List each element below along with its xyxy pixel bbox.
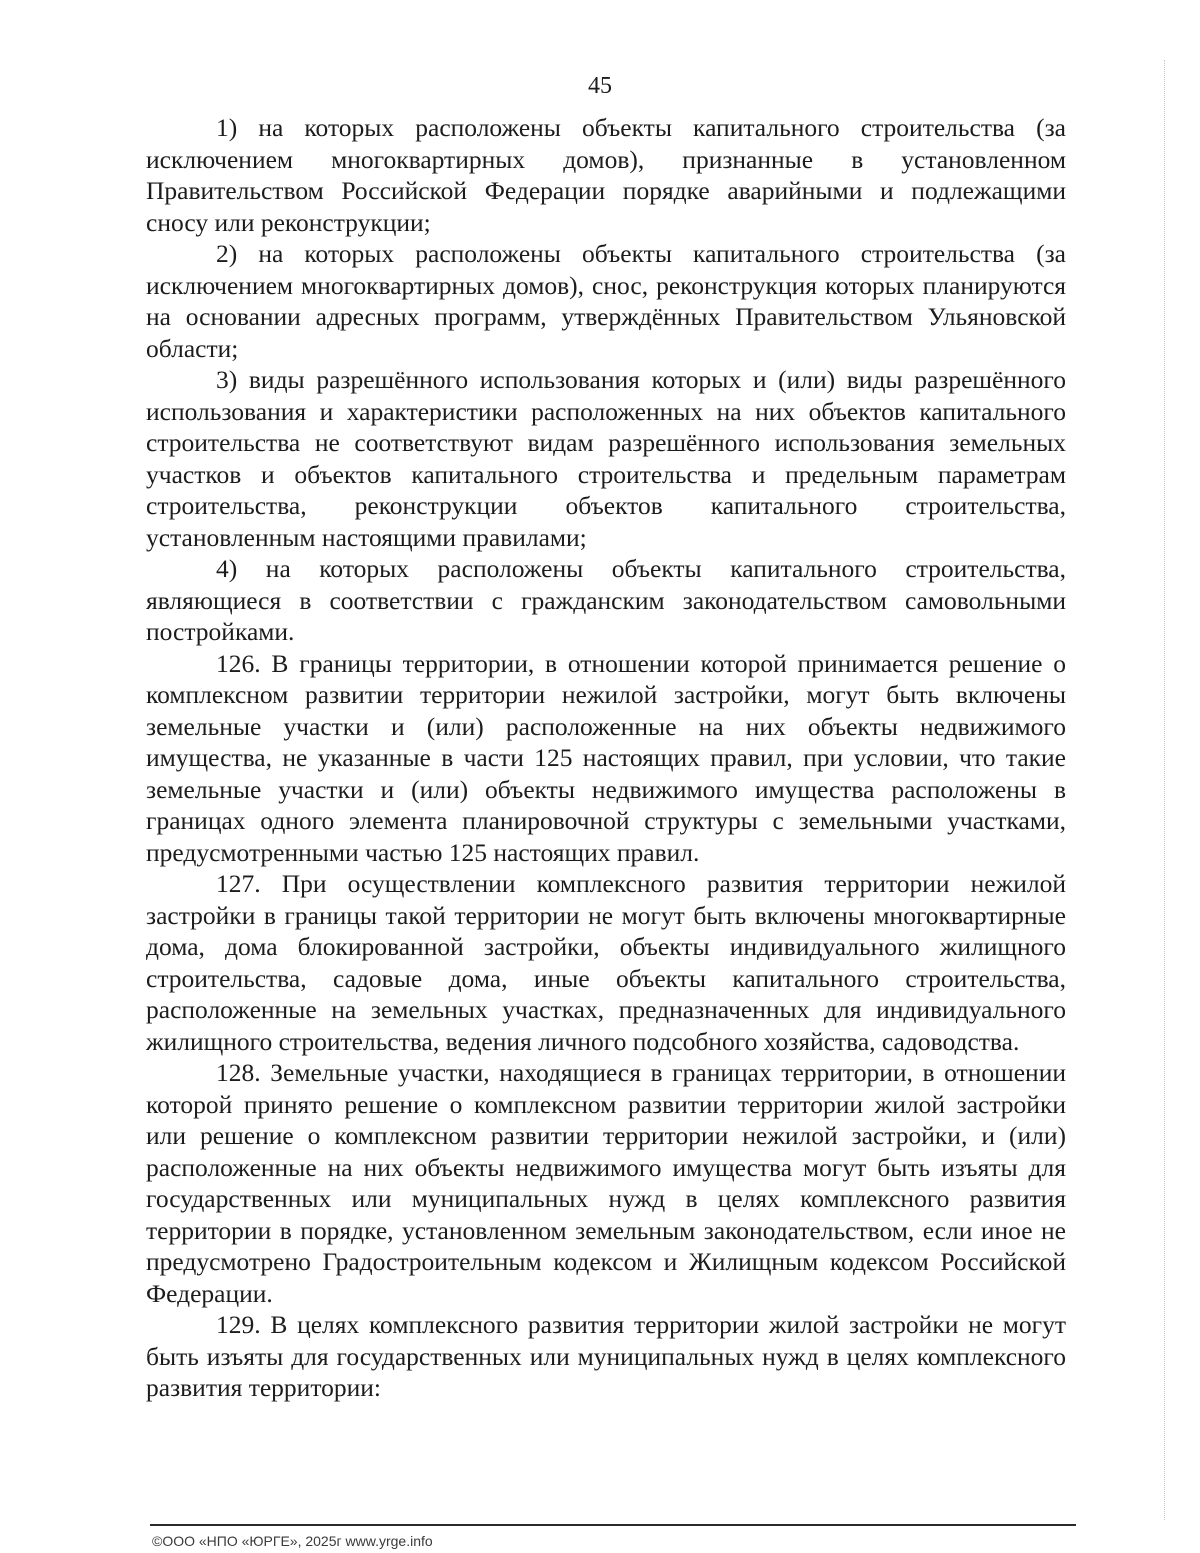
footer-copyright: ©ООО «НПО «ЮРГЕ», 2025г www.yrge.info xyxy=(152,1533,433,1549)
page-number: 45 xyxy=(588,73,612,99)
list-item-3: 3) виды разрешённого использования которых и (или) виды разрешённого использования и характеристики расположенных на них объектов капитального строительства не соответствуют видам разрешённого использования земельных участков и объектов капитального строительства и предельным параметрам строительства, реконструкции объектов капитального строительства, установленным настоящими правилами; xyxy=(146,365,1066,552)
paragraph-126: 126. В границы территории, в отношении которой принимается решение о комплексном развитии территории нежилой застройки, могут быть включены земельные участки и (или) расположенные на них объекты недвижимого имущества, не указанные в части 125 настоящих правил, при условии, что такие земельные участки и (или) объекты недвижимого имущества расположены в границах одного элемента планировочной структуры с земельными участками, предусмотренными частью 125 настоящих правил. xyxy=(146,648,1066,867)
list-item-2: 2) на которых расположены объекты капитального строительства (за исключением многоквартирных домов), снос, реконструкция которых планируются на основании адресных программ, утверждённых Правительством Ульяновской области; xyxy=(146,239,1066,363)
list-item-1: 1) на которых расположены объекты капитального строительства (за исключением многоквартирных домов), признанные в установленном Правительством Российской Федерации порядке аварийными и подлежащими сносу или реконструкции; xyxy=(146,113,1066,237)
footer-divider xyxy=(150,1524,1076,1526)
paragraph-127: 127. При осуществлении комплексного развития территории нежилой застройки в границы такой территории не могут быть включены многоквартирные дома, дома блокированной застройки, объекты индивидуального жилищного строительства, садовые дома, иные объекты капитального строительства, расположенные на земельных участках, предназначенных для индивидуального жилищного строительства, ведения личного подсобного хозяйства, садоводства. xyxy=(146,869,1066,1056)
paragraph-128: 128. Земельные участки, находящиеся в границах территории, в отношении которой принято решение о комплексном развитии территории жилой застройки или решение о комплексном развитии территории нежилой застройки, и (или) расположенные на них объекты недвижимого имущества могут быть изъяты для государственных или муниципальных нужд в целях комплексного развития территории в порядке, установленном земельным законодательством, если иное не предусмотрено Градостроительным кодексом и Жилищным кодексом Российской Федерации. xyxy=(146,1058,1066,1308)
list-item-4: 4) на которых расположены объекты капитального строительства, являющиеся в соответствии с гражданским законодательством самовольными постройками. xyxy=(146,554,1066,646)
scan-edge-divider xyxy=(1164,60,1165,1520)
document-body xyxy=(146,112,1066,1404)
paragraph-129: 129. В целях комплексного развития территории жилой застройки не могут быть изъяты для государственных или муниципальных нужд в целях комплексного развития территории: xyxy=(146,1310,1066,1402)
